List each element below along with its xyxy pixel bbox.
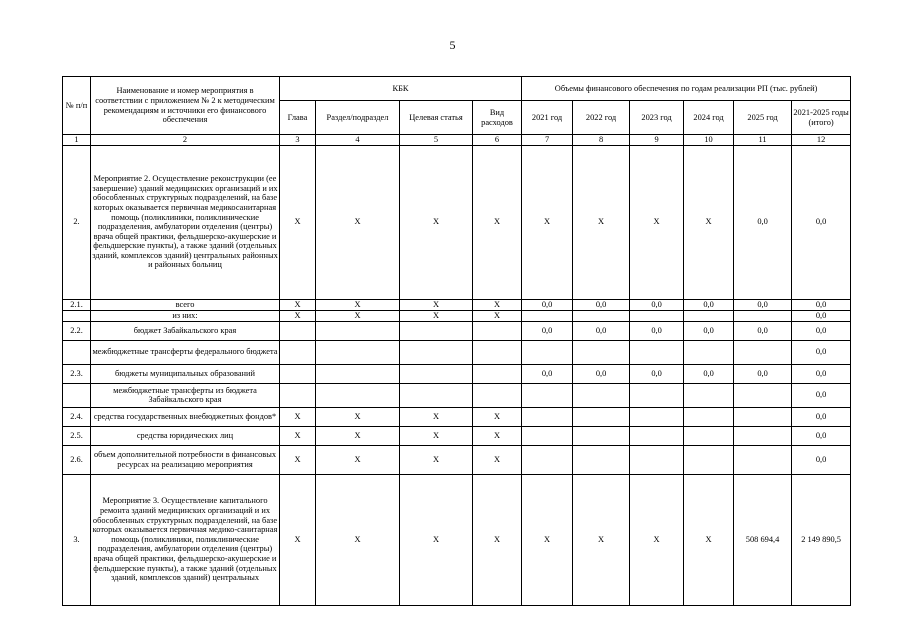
cell: 0,0 [792,310,851,321]
subheader-cell: 2021 год [522,101,573,135]
cell [280,383,316,407]
cell [473,364,522,383]
cell: X [316,407,400,426]
cell [684,383,734,407]
column-number: 12 [792,135,851,146]
table-row [63,321,851,340]
cell [734,407,792,426]
column-number-row [63,135,851,146]
row-name: межбюджетные трансферты из бюджета Забайкальского края [91,383,280,407]
cell: X [316,145,400,299]
cell: 0,0 [522,321,573,340]
cell: 0,0 [792,145,851,299]
row-name: межбюджетные трансферты федерального бюджета [91,340,280,364]
cell: X [473,145,522,299]
subheader-cell: 2021-2025 годы (итого) [792,101,851,135]
table-row [63,310,851,321]
cell: X [280,310,316,321]
row-name: объем дополнительной потребности в финансовых ресурсах на реализацию мероприятия [91,445,280,474]
row-num: 3. [63,474,91,605]
cell [522,407,573,426]
cell [473,321,522,340]
cell [473,340,522,364]
header-num: № п/п [63,77,91,135]
cell: X [280,426,316,445]
cell: X [316,299,400,310]
cell [522,340,573,364]
table-row [63,426,851,445]
cell: 0,0 [630,321,684,340]
column-number: 5 [400,135,473,146]
cell: X [684,474,734,605]
cell: X [400,474,473,605]
cell [573,407,630,426]
column-number: 10 [684,135,734,146]
row-num [63,383,91,407]
cell [630,340,684,364]
cell [400,383,473,407]
cell: 0,0 [792,364,851,383]
cell: X [473,299,522,310]
cell [522,310,573,321]
cell: 0,0 [684,299,734,310]
cell [734,310,792,321]
column-number: 7 [522,135,573,146]
cell: 0,0 [684,364,734,383]
cell [522,426,573,445]
cell [630,407,684,426]
subheader-cell: 2024 год [684,101,734,135]
cell: X [573,145,630,299]
cell: 0,0 [734,364,792,383]
cell: X [400,445,473,474]
row-name: всего [91,299,280,310]
row-name: бюджеты муниципальных образований [91,364,280,383]
page-number: 5 [449,38,456,52]
cell [316,321,400,340]
table-row [63,145,851,299]
cell: 0,0 [792,321,851,340]
cell: X [400,407,473,426]
row-num: 2.6. [63,445,91,474]
cell: X [316,474,400,605]
cell: 0,0 [573,364,630,383]
row-name: средства юридических лиц [91,426,280,445]
funding-table [62,76,851,606]
column-number: 3 [280,135,316,146]
column-number: 8 [573,135,630,146]
cell: 0,0 [630,299,684,310]
subheader-cell: 2022 год [573,101,630,135]
subheader-cell: 2023 год [630,101,684,135]
cell: 0,0 [630,364,684,383]
cell: 0,0 [792,407,851,426]
cell [473,383,522,407]
cell [316,364,400,383]
cell: 0,0 [792,426,851,445]
subheader-cell: 2025 год [734,101,792,135]
cell: 0,0 [734,321,792,340]
row-num [63,340,91,364]
cell: 0,0 [522,299,573,310]
header-kbk: КБК [280,77,522,101]
cell [734,445,792,474]
cell: X [473,407,522,426]
cell: X [316,426,400,445]
cell: X [630,474,684,605]
header-name: Наименование и номер мероприятия в соответствии с приложением № 2 к методическим рекомендациям и источники его финансового обеспечения [91,77,280,135]
row-num: 2.5. [63,426,91,445]
cell: 508 694,4 [734,474,792,605]
subheader-cell: Вид расходов [473,101,522,135]
row-num: 2.1. [63,299,91,310]
cell [280,321,316,340]
cell [280,364,316,383]
cell [734,383,792,407]
row-name: Мероприятие 3. Осуществление капитального ремонта зданий медицинских организаций и их обособленных структурных подразделений, на базе которых оказывается первичная медико-санитарная помощь (поликлиники, поликлинические подразделения, амбулатории отделения (центры) врача общей практики, фельдшерско-акушерские и фельдшерские пункты), а также зданий (отдельных зданий, комплексов зданий) центральных [91,474,280,605]
cell: X [630,145,684,299]
row-num: 2.2. [63,321,91,340]
cell: 0,0 [573,299,630,310]
cell [734,340,792,364]
cell [522,383,573,407]
column-number: 1 [63,135,91,146]
cell: X [684,145,734,299]
column-number: 9 [630,135,684,146]
cell: X [473,310,522,321]
cell [734,426,792,445]
cell [316,340,400,364]
row-num: 2.4. [63,407,91,426]
row-name: средства государственных внебюджетных фондов* [91,407,280,426]
cell: X [473,426,522,445]
cell: X [316,445,400,474]
cell: X [400,310,473,321]
row-name: бюджет Забайкальского края [91,321,280,340]
row-name: из них: [91,310,280,321]
cell [573,445,630,474]
subheader-cell: Глава [280,101,316,135]
cell: X [280,299,316,310]
cell [684,340,734,364]
cell: 0,0 [792,299,851,310]
header-volumes: Объемы финансового обеспечения по годам реализации РП (тыс. рублей) [522,77,851,101]
cell: 0,0 [684,321,734,340]
cell: X [522,145,573,299]
cell: 0,0 [792,383,851,407]
table-row [63,364,851,383]
cell [573,340,630,364]
row-num: 2. [63,145,91,299]
row-num [63,310,91,321]
header-row [63,77,851,101]
cell [630,445,684,474]
cell [630,383,684,407]
cell [400,340,473,364]
subheader-cell: Раздел/подраздел [316,101,400,135]
row-name: Мероприятие 2. Осуществление реконструкции (ее завершение) зданий медицинских организаций и их обособленных структурных подразделений, на базе которых оказывается первичная медикосанитарная помощь (поликлиники, поликлинические подразделения, амбулатории отделения (центры) врача общей практики, фельдшерско-акушерские и фельдшерские пункты), а также зданий (отдельных зданий, комплексов зданий) центральных районных и районных больниц [91,145,280,299]
cell [400,364,473,383]
cell: X [473,445,522,474]
column-number: 6 [473,135,522,146]
cell [630,310,684,321]
cell: X [280,474,316,605]
cell: X [400,426,473,445]
cell: X [573,474,630,605]
cell: 0,0 [522,364,573,383]
cell [684,310,734,321]
cell [522,445,573,474]
cell [400,321,473,340]
cell: X [280,445,316,474]
row-num: 2.3. [63,364,91,383]
cell [684,445,734,474]
cell: 0,0 [792,445,851,474]
cell [684,407,734,426]
cell [630,426,684,445]
cell: 2 149 890,5 [792,474,851,605]
cell [573,426,630,445]
column-number: 11 [734,135,792,146]
cell: 0,0 [734,145,792,299]
table-row [63,383,851,407]
cell: X [400,299,473,310]
cell: X [522,474,573,605]
cell: X [400,145,473,299]
subheader-cell: Целевая статья [400,101,473,135]
table-row [63,445,851,474]
table-row [63,299,851,310]
cell: 0,0 [573,321,630,340]
table-row [63,407,851,426]
cell: X [316,310,400,321]
cell [316,383,400,407]
cell: 0,0 [734,299,792,310]
column-number: 4 [316,135,400,146]
table-row [63,340,851,364]
cell: 0,0 [792,340,851,364]
cell [684,426,734,445]
column-number: 2 [91,135,280,146]
cell [573,383,630,407]
cell: X [473,474,522,605]
cell [280,340,316,364]
cell: X [280,407,316,426]
table-row [63,474,851,605]
cell [573,310,630,321]
cell: X [280,145,316,299]
